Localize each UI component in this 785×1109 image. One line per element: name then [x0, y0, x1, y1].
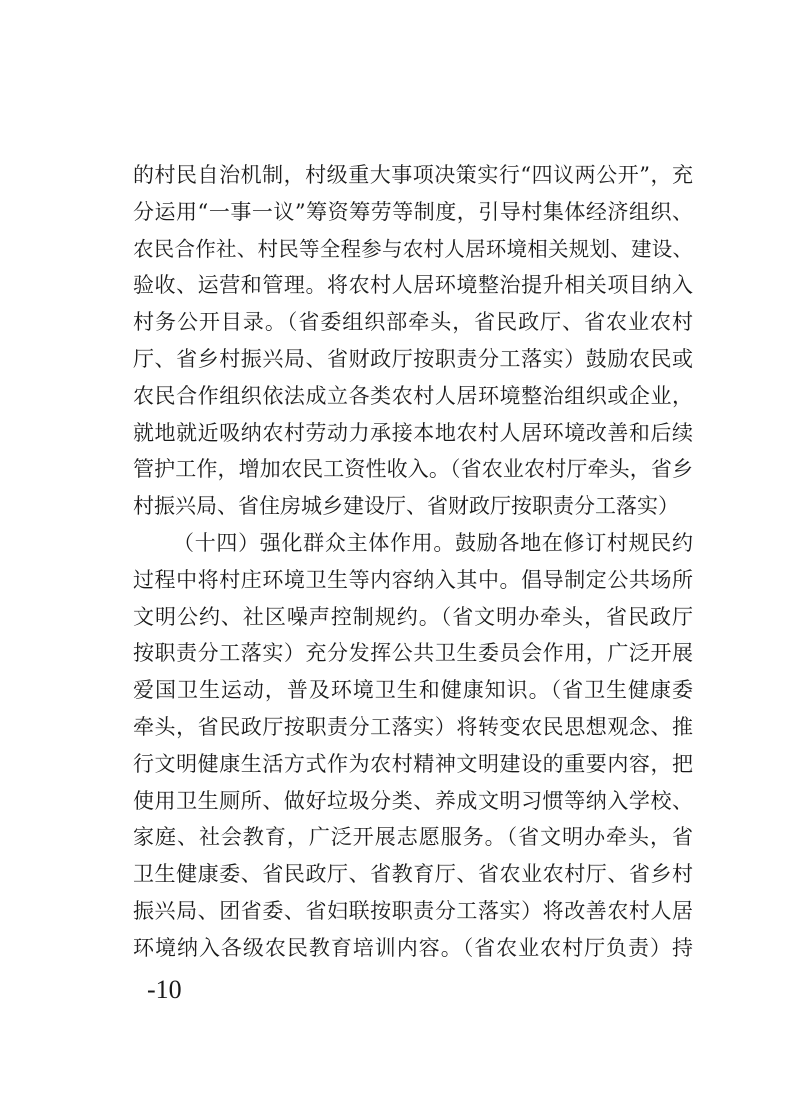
text-line: 村振兴局、省住房城乡建设厅、省财政厅按职责分工落实）: [133, 494, 679, 519]
text-line: 厅、省乡村振兴局、省财政厅按职责分工落实）鼓励农民或: [133, 346, 693, 371]
text-line: 卫生健康委、省民政厅、省教育厅、省农业农村厅、省乡村: [133, 862, 693, 887]
page-number: -10: [147, 975, 182, 1004]
text-line: 牵头，省民政厅按职责分工落实）将转变农民思想观念、推: [133, 714, 693, 739]
text-line: 文明公约、社区噪声控制规约。（省文明办牵头，省民政厅: [133, 604, 693, 629]
body-text: [133, 157, 693, 967]
text-line: 管护工作，增加农民工资性收入。（省农业农村厅牵头，省乡: [133, 457, 693, 482]
section-heading-line: （十四）强化群众主体作用。鼓励各地在修订村规民约: [173, 530, 693, 555]
text-line: 环境纳入各级农民教育培训内容。（省农业农村厅负责）持: [133, 935, 693, 960]
text-line: 农民合作组织依法成立各类农村人居环境整治组织或企业，: [133, 383, 693, 408]
text-line: 就地就近吸纳农村劳动力承接本地农村人居环境改善和后续: [133, 420, 693, 445]
text-line: 分运用“一事一议”筹资筹劳等制度，引导村集体经济组织、: [133, 199, 693, 224]
text-line: 过程中将村庄环境卫生等内容纳入其中。倡导制定公共场所: [133, 567, 693, 592]
text-line: 按职责分工落实）充分发挥公共卫生委员会作用，广泛开展: [133, 641, 693, 666]
text-line: 爱国卫生运动，普及环境卫生和健康知识。（省卫生健康委: [133, 678, 693, 703]
text-line: 的村民自治机制，村级重大事项决策实行“四议两公开”，充: [133, 163, 693, 187]
text-line: 行文明健康生活方式作为农村精神文明建设的重要内容，把: [133, 751, 693, 776]
text-line: 家庭、社会教育，广泛开展志愿服务。（省文明办牵头，省: [133, 825, 693, 850]
text-line: 使用卫生厕所、做好垃圾分类、养成文明习惯等纳入学校、: [133, 788, 693, 813]
text-line: 验收、运营和管理。将农村人居环境整治提升相关项目纳入: [133, 273, 693, 298]
text-line: 振兴局、团省委、省妇联按职责分工落实）将改善农村人居: [133, 898, 693, 923]
text-line: 农民合作社、村民等全程参与农村人居环境相关规划、建设、: [133, 236, 693, 261]
text-line: 村务公开目录。（省委组织部牵头，省民政厅、省农业农村: [133, 310, 693, 335]
